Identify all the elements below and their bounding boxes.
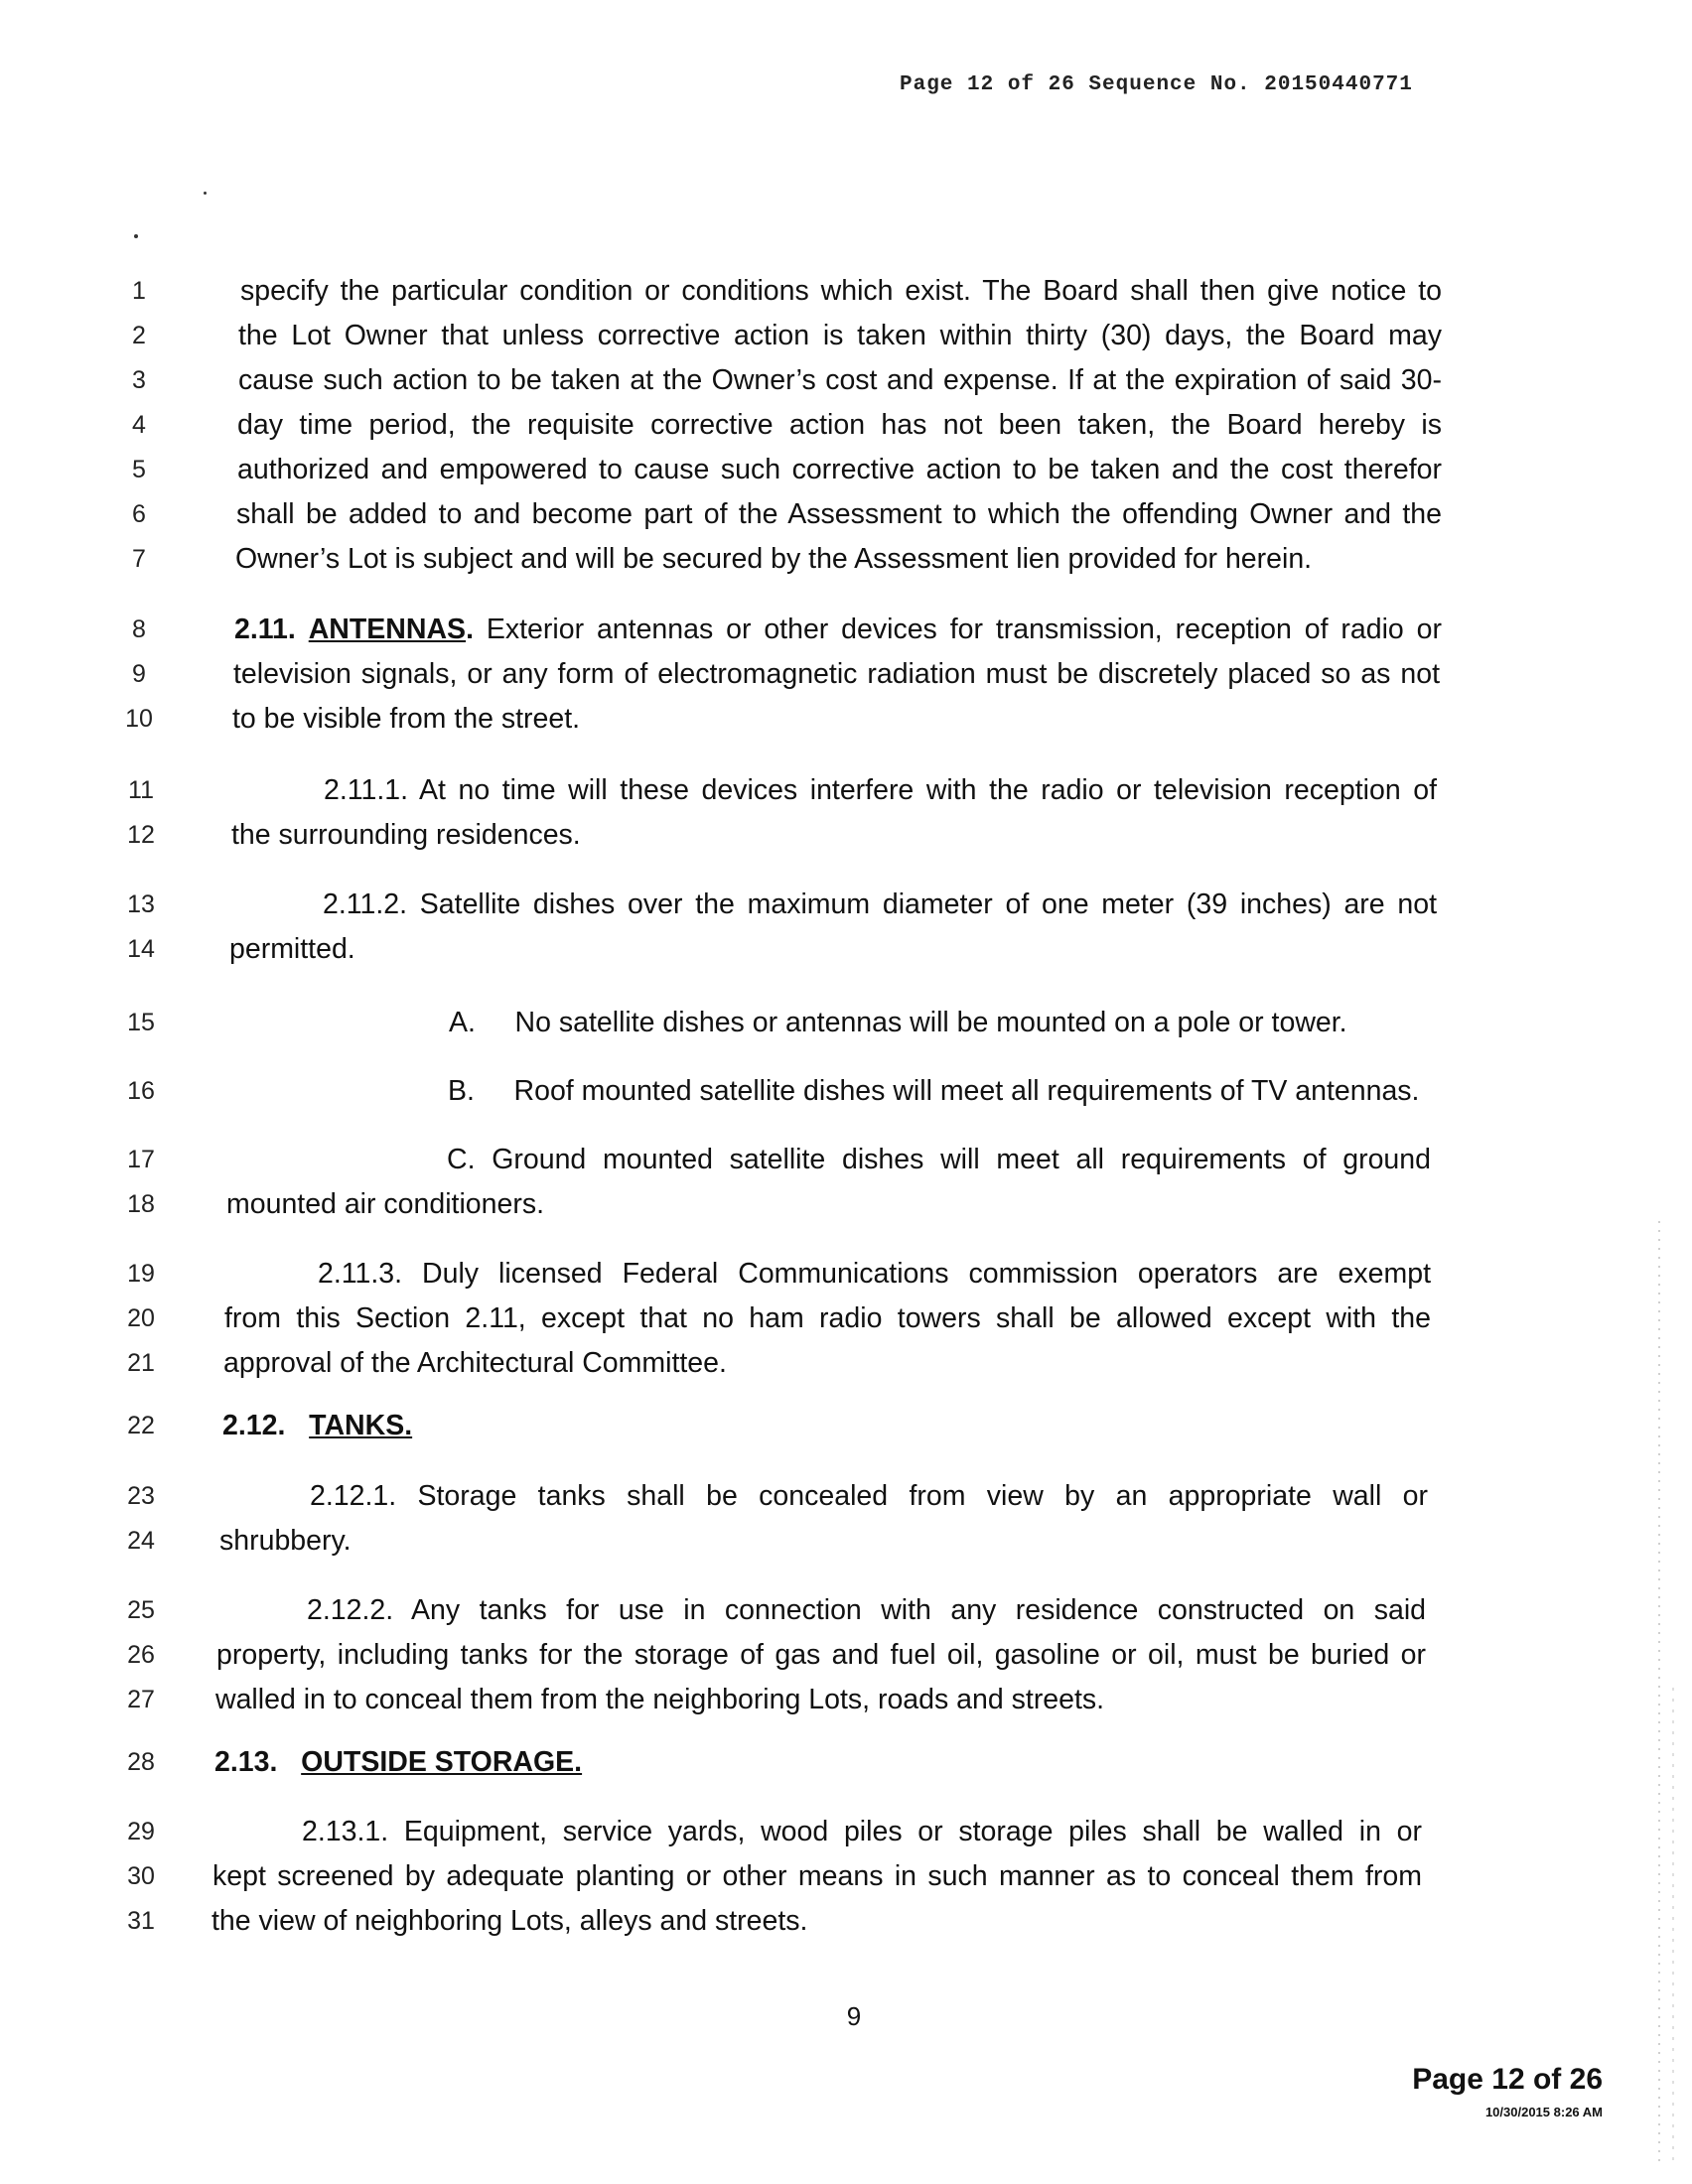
text-segment: day time period, the requisite corrective action has not been taken, the Board hereby is: [237, 409, 1442, 441]
text-segment: permitted.: [229, 933, 355, 965]
footer-timestamp: 10/30/2015 8:26 AM: [1484, 2105, 1603, 2119]
document-line: [0, 654, 1692, 694]
section-heading: TANKS.: [309, 1410, 413, 1441]
line-number: 22: [127, 1412, 155, 1439]
line-text: [223, 1343, 727, 1383]
text-segment: authorized and empowered to cause such corrective action to be taken and the cost therefor: [237, 454, 1442, 485]
document-line: [0, 770, 1692, 810]
document-line: [0, 1901, 1692, 1941]
page-number: 9: [846, 2001, 862, 2031]
document-line: [0, 1298, 1692, 1338]
line-text: [219, 1521, 352, 1561]
line-number: 9: [132, 660, 146, 688]
document-line: [0, 1521, 1692, 1561]
text-segment: the surrounding residences.: [231, 819, 581, 851]
section-number: .: [466, 614, 474, 645]
line-text: [324, 770, 1437, 810]
line-text: [214, 1742, 582, 1782]
line-number: 30: [127, 1862, 155, 1890]
line-number: 2: [132, 322, 146, 349]
document-line: [0, 815, 1692, 855]
text-segment: Exterior antennas or other devices for transmission, reception of radio or: [473, 614, 1442, 645]
document-line: [0, 699, 1692, 739]
line-text: [310, 1476, 1428, 1516]
line-number: 5: [132, 456, 146, 483]
document-line: [0, 1406, 1692, 1445]
scan-speck: [204, 192, 207, 195]
text-segment: shall be added to and become part of the Assessment to which the offending Owner and the: [236, 498, 1442, 530]
line-number: 23: [127, 1482, 155, 1510]
document-line: [0, 494, 1692, 534]
line-text: [318, 1254, 1431, 1294]
footer-page-label: Page 12 of 26: [1412, 2063, 1603, 2096]
text-segment: approval of the Architectural Committee.: [223, 1347, 727, 1379]
text-segment: kept screened by adequate planting or other means in such manner as to conceal them from: [212, 1860, 1422, 1892]
line-number: 24: [127, 1527, 155, 1555]
text-segment: 2.11.2. Satellite dishes over the maximum diameter of one meter (39 inches) are not: [323, 888, 1437, 920]
text-segment: A. No satellite dishes or antennas will be mounted on a pole or tower.: [449, 1007, 1347, 1038]
line-text: [233, 654, 1440, 694]
line-text: [216, 1635, 1426, 1675]
line-text: [238, 360, 1442, 400]
document-line: [0, 1003, 1692, 1042]
line-text: [235, 539, 1312, 579]
line-text: [236, 494, 1442, 534]
text-segment: [296, 614, 309, 645]
line-number: 29: [127, 1818, 155, 1845]
document-line: [0, 1590, 1692, 1630]
document-line: [0, 1856, 1692, 1896]
line-text: [448, 1071, 1419, 1111]
line-number: 8: [132, 615, 146, 643]
line-number: 21: [127, 1349, 155, 1377]
line-text: [215, 1680, 1104, 1719]
section-number: 2.11.: [234, 614, 296, 645]
line-number: 13: [127, 890, 155, 918]
line-text: [226, 1184, 544, 1224]
line-number: 16: [127, 1077, 155, 1105]
document-line: [0, 929, 1692, 969]
line-text: [212, 1856, 1422, 1896]
document-line: [0, 1476, 1692, 1516]
scan-speck: [134, 234, 138, 238]
text-segment: property, including tanks for the storage of gas and fuel oil, gasoline or oil, must be buried or: [216, 1639, 1426, 1671]
line-number: 11: [128, 776, 154, 804]
text-segment: [285, 1410, 309, 1441]
line-text: [231, 815, 581, 855]
line-number: 18: [127, 1190, 155, 1218]
line-number: 15: [127, 1009, 155, 1036]
line-number: 14: [127, 935, 155, 963]
document-line: [0, 539, 1692, 579]
text-segment: the Lot Owner that unless corrective action is taken within thirty (30) days, the Board may: [238, 320, 1442, 351]
document-line: [0, 1071, 1692, 1111]
text-segment: 2.12.1. Storage tanks shall be concealed from view by an appropriate wall or: [310, 1480, 1428, 1512]
line-text: [449, 1003, 1347, 1042]
document-line: [0, 1635, 1692, 1675]
text-segment: 2.12.2. Any tanks for use in connection with any residence constructed on said: [307, 1594, 1426, 1626]
line-number: 26: [127, 1641, 155, 1669]
line-text: [307, 1590, 1426, 1630]
line-text: [232, 699, 580, 739]
line-text: [234, 610, 1442, 649]
line-text: [447, 1140, 1431, 1179]
document-line: [0, 1343, 1692, 1383]
document-line: [0, 360, 1692, 400]
text-segment: the view of neighboring Lots, alleys and streets.: [212, 1905, 808, 1937]
line-number: 19: [127, 1260, 155, 1288]
text-segment: 2.11.1. At no time will these devices interfere with the radio or television reception of: [324, 774, 1437, 806]
line-text: [302, 1812, 1422, 1851]
document-line: [0, 316, 1692, 355]
document-line: [0, 1812, 1692, 1851]
line-number: 6: [132, 500, 146, 528]
line-text: [229, 929, 355, 969]
document-line: [0, 1742, 1692, 1782]
section-heading: ANTENNAS: [308, 614, 467, 645]
text-segment: 2.11.3. Duly licensed Federal Communications commission operators are exempt: [318, 1258, 1431, 1290]
line-number: 28: [127, 1748, 155, 1776]
text-segment: to be visible from the street.: [232, 703, 581, 735]
document-line: [0, 450, 1692, 489]
line-text: [323, 885, 1437, 924]
line-text: [237, 405, 1442, 445]
line-number: 1: [132, 277, 146, 305]
document-line: [0, 271, 1692, 311]
text-segment: B. Roof mounted satellite dishes will meet all requirements of TV antennas.: [448, 1075, 1420, 1107]
line-number: 12: [127, 821, 155, 849]
text-segment: television signals, or any form of electromagnetic radiation must be discretely placed so as not: [233, 658, 1440, 690]
line-number: 4: [132, 411, 146, 439]
line-text: [222, 1406, 412, 1445]
section-number: 2.12.: [222, 1410, 286, 1441]
text-segment: shrubbery.: [219, 1525, 352, 1557]
scan-edge-artifact: [1672, 1688, 1674, 2164]
text-segment: [277, 1746, 301, 1778]
text-segment: C. Ground mounted satellite dishes will meet all requirements of ground: [447, 1144, 1431, 1175]
line-number: 7: [132, 545, 146, 573]
text-segment: 2.13.1. Equipment, service yards, wood piles or storage piles shall be walled in or: [302, 1816, 1422, 1847]
document-line: [0, 610, 1692, 649]
line-text: [237, 450, 1442, 489]
line-text: [224, 1298, 1431, 1338]
document-line: [0, 1184, 1692, 1224]
text-segment: specify the particular condition or conditions which exist. The Board shall then give notice to: [240, 275, 1442, 307]
line-number: 27: [127, 1686, 155, 1713]
line-text: [212, 1901, 807, 1941]
text-segment: cause such action to be taken at the Owner’s cost and expense. If at the expiration of said 30-: [238, 364, 1442, 396]
document-line: [0, 885, 1692, 924]
line-number: 20: [127, 1304, 155, 1332]
scan-edge-artifact: [1658, 1221, 1660, 2164]
text-segment: from this Section 2.11, except that no ham radio towers shall be allowed except with the: [224, 1302, 1431, 1334]
line-number: 3: [132, 366, 146, 394]
section-heading: OUTSIDE STORAGE.: [301, 1746, 583, 1778]
line-text: [240, 271, 1442, 311]
text-segment: mounted air conditioners.: [226, 1188, 545, 1220]
line-number: 17: [127, 1146, 155, 1173]
document-line: [0, 1680, 1692, 1719]
text-segment: Owner’s Lot is subject and will be secured by the Assessment lien provided for herein.: [235, 543, 1313, 575]
line-text: [238, 316, 1442, 355]
line-number: 31: [127, 1907, 155, 1935]
document-line: [0, 1254, 1692, 1294]
line-number: 10: [125, 705, 153, 733]
text-segment: walled in to conceal them from the neighboring Lots, roads and streets.: [215, 1684, 1105, 1715]
section-number: 2.13.: [214, 1746, 278, 1778]
header-page-stamp: Page 12 of 26 Sequence No. 20150440771: [900, 73, 1413, 96]
document-line: [0, 1140, 1692, 1179]
document-line: [0, 405, 1692, 445]
line-number: 25: [127, 1596, 155, 1624]
